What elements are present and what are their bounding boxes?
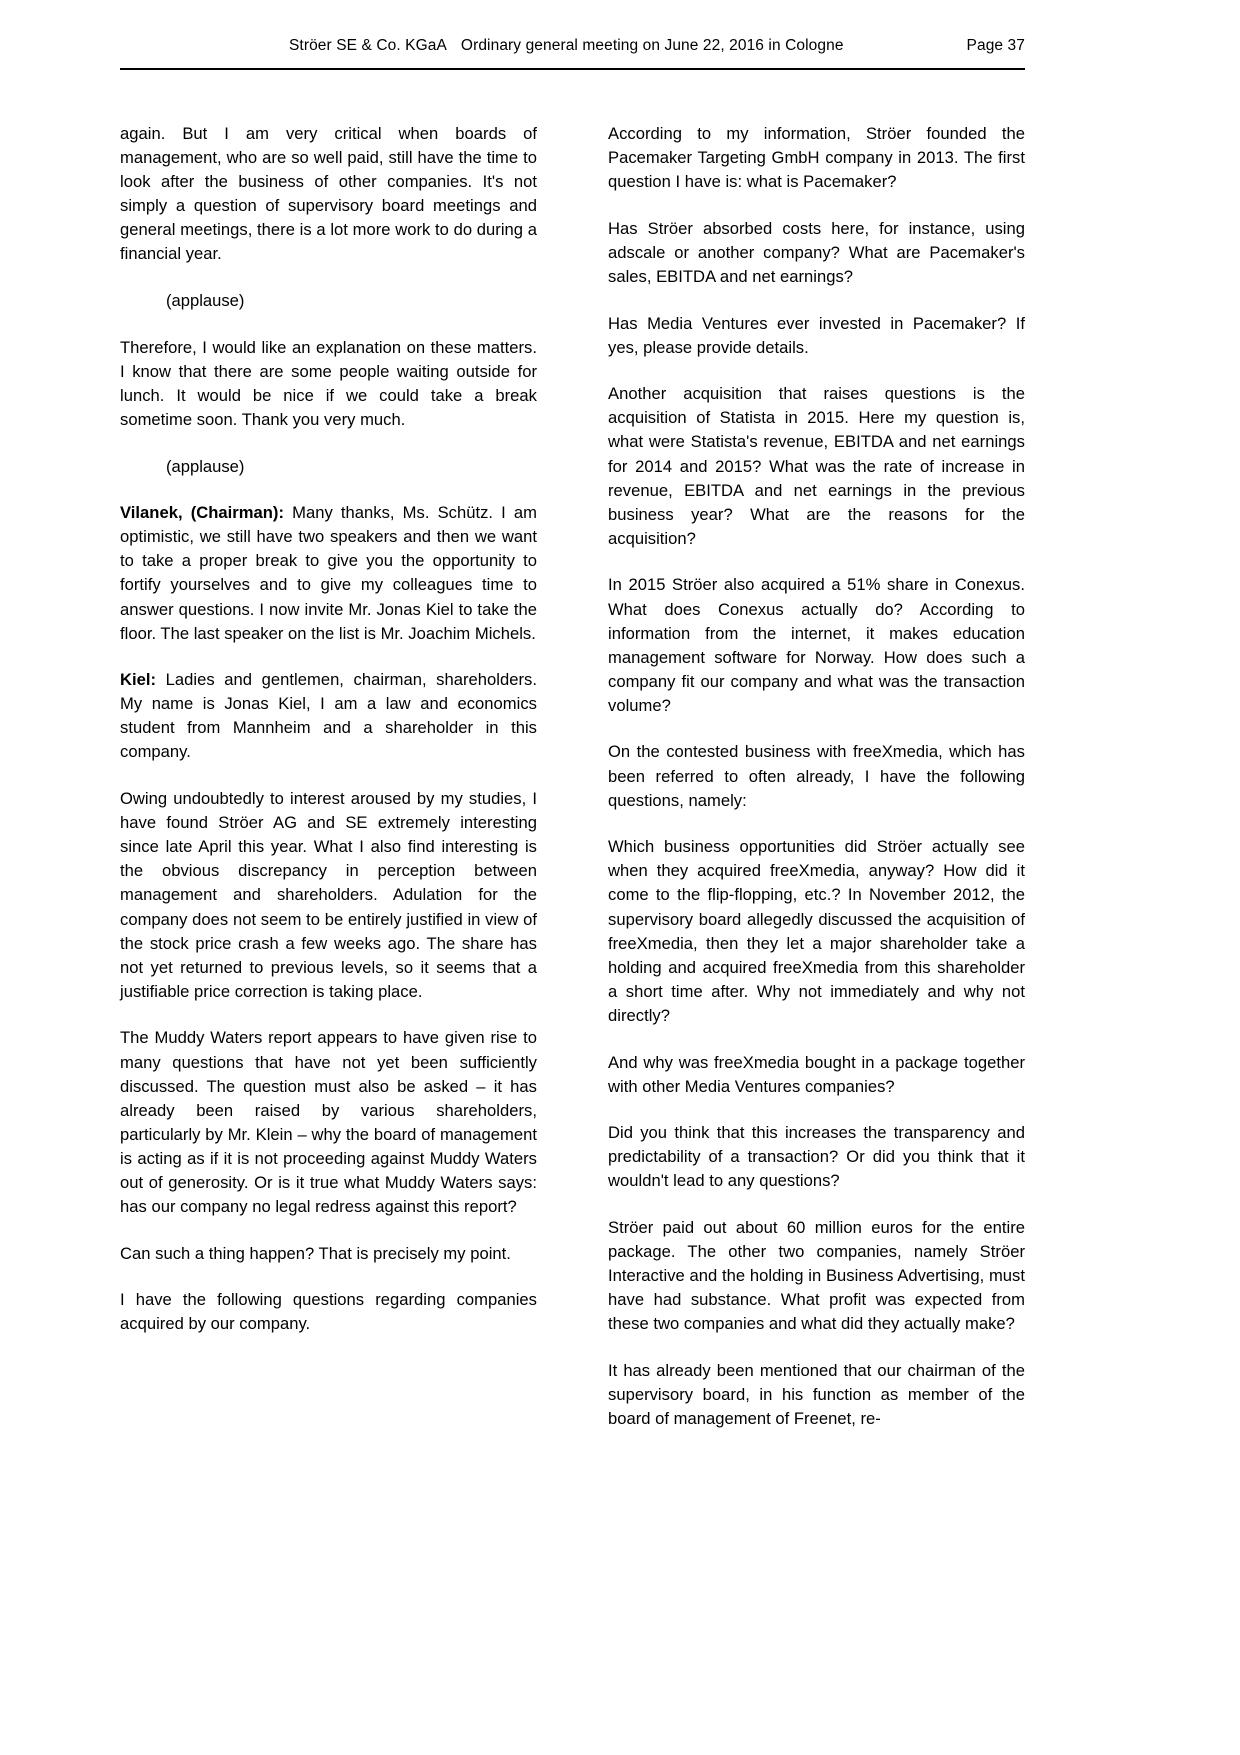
body-paragraph [608,835,1025,1028]
left-column [120,122,537,1431]
paragraph-text: The Muddy Waters report appears to have given rise to many questions that have not yet been sufficiently discussed. The question must also be asked – it has already been raised by various shareholders, particularly by Mr. Klein – why the board of management is acting as if it is not proceeding against Muddy Waters out of generosity. Or is it true what Muddy Waters says: has our company no legal redress against this report? [120,1028,537,1217]
right-column [608,122,1025,1431]
paragraph-text: Ladies and gentlemen, chairman, shareholders. My name is Jonas Kiel, I am a law and economics student from Mannheim and a shareholder in this company. [120,670,537,762]
body-paragraph [120,501,537,646]
body-columns [120,122,1025,1431]
paragraph-text: In 2015 Ströer also acquired a 51% share in Conexus. What does Conexus actually do? According to information from the internet, it makes education management software for Norway. How does such a company fit our company and what was the transaction volume? [608,575,1025,715]
paragraph-text: On the contested business with freeXmedia, which has been referred to often already, I have the following questions, namely: [608,742,1025,810]
header-organization: Ströer SE & Co. KGaA [288,37,447,54]
paragraph-text: Many thanks, Ms. Schütz. I am optimistic, we still have two speakers and then we want to take a proper break to give you the opportunity to fortify yourselves and to give my colleagues time to answer questions. I now invite Mr. Jonas Kiel to take the floor. The last speaker on the list is Mr. Joachim Michels. [120,503,537,643]
body-paragraph [608,1216,1025,1336]
body-paragraph [608,382,1025,551]
body-paragraph [608,1359,1025,1431]
page-number: Page 37 [966,37,1025,54]
paragraph-text: According to my information, Ströer founded the Pacemaker Targeting GmbH company in 2013. The first question I have is: what is Pacemaker? [608,124,1025,192]
body-paragraph [608,1121,1025,1193]
body-paragraph [608,122,1025,194]
speaker-label: Vilanek, (Chairman): [120,503,285,523]
paragraph-text: again. But I am very critical when boards of management, who are so well paid, still have the time to look after the business of other companies. It's not simply a question of supervisory board meetings and general meetings, there is a lot more work to do during a financial year. [120,124,537,264]
body-paragraph [608,573,1025,718]
paragraph-text: Ströer paid out about 60 million euros for the entire package. The other two companies, namely Ströer Interactive and the holding in Business Advertising, must have had substance. What profit was expected from these two companies and what did they actually make? [608,1217,1025,1334]
page-header [120,36,1025,56]
paragraph-text: Another acquisition that raises questions is the acquisition of Statista in 2015. Here my question is, what were Statista's revenue, EBITDA and net earnings for 2014 and 2015? What was the rate of increase in revenue, EBITDA and net earnings in the previous business year? What are the reasons for the acquisition? [608,384,1025,548]
paragraph-text: Therefore, I would like an explanation on these matters. I know that there are some people waiting outside for lunch. It would be nice if we could take a break sometime soon. Thank you very much. [120,337,537,429]
paragraph-text: Did you think that this increases the transparency and predictability of a transaction? Or did you think that it wouldn't lead to any questions? [608,1123,1025,1191]
body-paragraph [608,217,1025,289]
body-paragraph [120,122,537,267]
body-paragraph [608,1051,1025,1099]
body-paragraph [120,668,537,764]
header-meeting: Ordinary general meeting on June 22, 2016 in Cologne [460,37,844,54]
body-paragraph [608,740,1025,812]
body-paragraph [120,336,537,432]
speaker-label: Kiel: [120,670,157,690]
stage-direction: (applause) [166,456,245,476]
header-title [120,36,943,56]
body-paragraph [120,1026,537,1219]
stage-direction: (applause) [166,291,245,311]
paragraph-text: I have the following questions regarding companies acquired by our company. [120,1290,537,1334]
paragraph-text: And why was freeXmedia bought in a package together with other Media Ventures companies? [608,1052,1025,1096]
paragraph-text: Which business opportunities did Ströer actually see when they acquired freeXmedia, anyway? How did it come to the flip-flopping, etc.? In November 2012, the supervisory board allegedly discussed the acquisition of freeXmedia, then they let a major shareholder take a holding and acquired freeXmedia from this shareholder a short time after. Why not immediately and why not directly? [608,837,1025,1025]
body-paragraph [120,1242,537,1266]
header-divider [120,68,1025,70]
body-paragraph [120,787,537,1004]
paragraph-text: Has Ströer absorbed costs here, for instance, using adscale or another company? What are Pacemaker's sales, EBITDA and net earnings? [608,218,1025,286]
body-paragraph [120,1288,537,1336]
paragraph-text: Can such a thing happen? That is precisely my point. [120,1243,511,1263]
paragraph-text: Has Media Ventures ever invested in Pacemaker? If yes, please provide details. [608,313,1025,357]
body-paragraph [608,312,1025,360]
paragraph-text: It has already been mentioned that our chairman of the supervisory board, in his function as member of the board of management of Freenet, re- [608,1360,1025,1429]
paragraph-text: Owing undoubtedly to interest aroused by my studies, I have found Ströer AG and SE extremely interesting since late April this year. What I also find interesting is the obvious discrepancy in perception between management and shareholders. Adulation for the company does not seem to be entirely justified in view of the stock price crash a few weeks ago. The share has not yet returned to previous levels, so it seems that a justifiable price correction is taking place. [120,789,537,1001]
